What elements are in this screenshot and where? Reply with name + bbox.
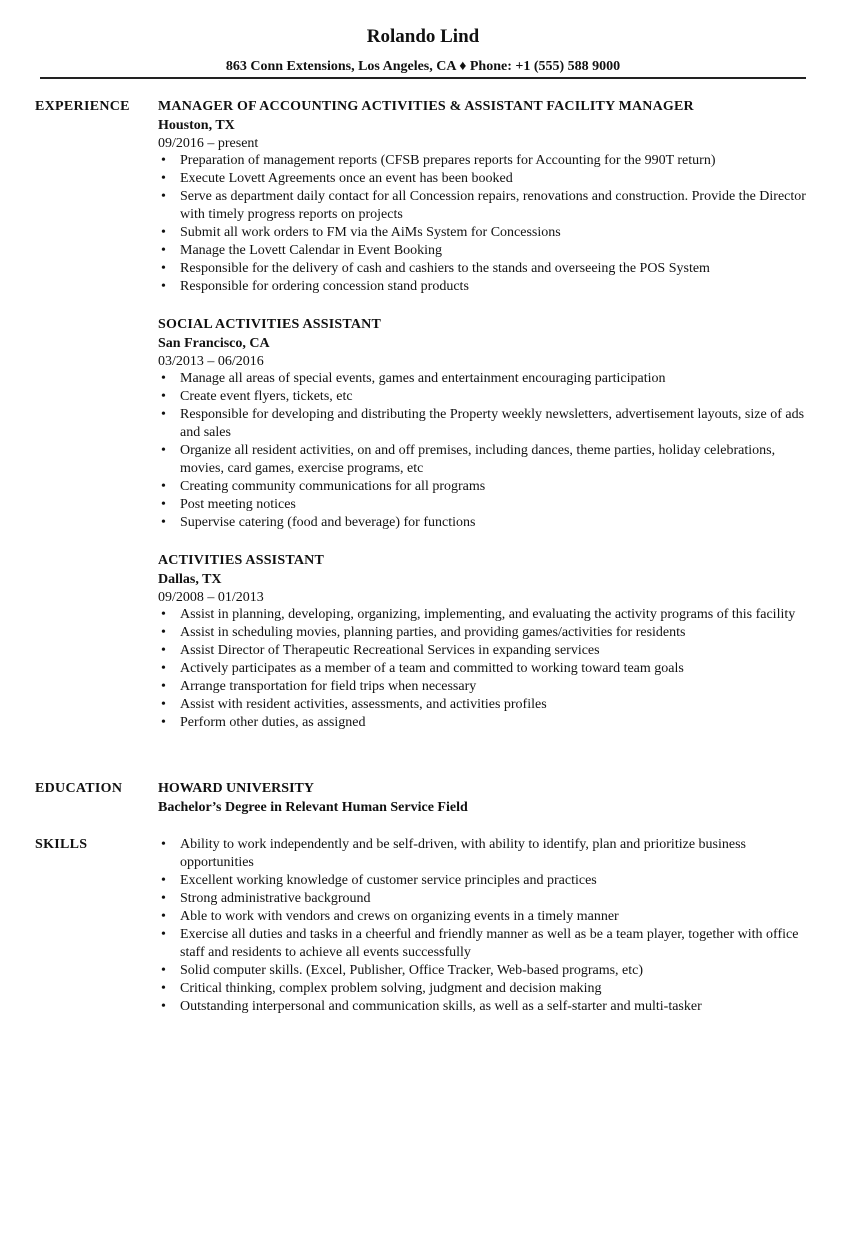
job-title: ACTIVITIES ASSISTANT <box>158 553 324 568</box>
job-bullet-list <box>158 606 810 732</box>
list-item: • Creating community communications for all programs <box>158 478 810 496</box>
section-label-skills: SKILLS <box>35 837 88 852</box>
list-item: • Actively participates as a member of a team and committed to working toward team goals <box>158 660 810 678</box>
list-item: • Manage the Lovett Calendar in Event Booking <box>158 242 810 260</box>
list-item: • Outstanding interpersonal and communication skills, as well as a self-starter and multi-tasker <box>158 998 810 1016</box>
job-title: SOCIAL ACTIVITIES ASSISTANT <box>158 317 382 332</box>
job-entry <box>158 552 810 732</box>
list-item: • Organize all resident activities, on and off premises, including dances, theme parties, holiday celebrations, movies, card games, exercise programs, etc <box>158 442 810 478</box>
list-item: • Submit all work orders to FM via the AiMs System for Concessions <box>158 224 810 242</box>
list-item: • Responsible for developing and distributing the Property weekly newsletters, advertisement layouts, size of ads and sales <box>158 406 810 442</box>
list-item: • Assist in scheduling movies, planning parties, and providing games/activities for residents <box>158 624 810 642</box>
list-item: • Execute Lovett Agreements once an event has been booked <box>158 170 810 188</box>
list-item: • Preparation of management reports (CFSB prepares reports for Accounting for the 990T return) <box>158 152 810 170</box>
job-bullet-list <box>158 152 810 296</box>
header-divider <box>40 77 806 79</box>
list-item: • Able to work with vendors and crews on organizing events in a timely manner <box>158 908 810 926</box>
list-item: • Post meeting notices <box>158 496 810 514</box>
list-item: • Responsible for the delivery of cash and cashiers to the stands and overseeing the POS System <box>158 260 810 278</box>
list-item: • Supervise catering (food and beverage) for functions <box>158 514 810 532</box>
list-item: • Strong administrative background <box>158 890 810 908</box>
list-item: • Responsible for ordering concession stand products <box>158 278 810 296</box>
list-item: • Critical thinking, complex problem solving, judgment and decision making <box>158 980 810 998</box>
job-bullet-list <box>158 370 810 532</box>
skills-list <box>158 836 810 1016</box>
degree: Bachelor’s Degree in Relevant Human Service Field <box>158 800 468 815</box>
list-item: • Manage all areas of special events, games and entertainment encouraging participation <box>158 370 810 388</box>
list-item: • Serve as department daily contact for all Concession repairs, renovations and construction. Provide the Director with timely progress reports on projects <box>158 188 810 224</box>
job-dates: 09/2016 – present <box>158 136 259 151</box>
job-entry <box>158 98 810 296</box>
candidate-name: Rolando Lind <box>366 26 480 47</box>
list-item: • Excellent working knowledge of customer service principles and practices <box>158 872 810 890</box>
list-item: • Assist with resident activities, assessments, and activities profiles <box>158 696 810 714</box>
experience-body <box>158 98 810 752</box>
school-name: HOWARD UNIVERSITY <box>158 781 314 796</box>
list-item: • Ability to work independently and be self-driven, with ability to identify, plan and prioritize business opportunities <box>158 836 810 872</box>
job-title: MANAGER OF ACCOUNTING ACTIVITIES & ASSISTANT FACILITY MANAGER <box>158 99 694 114</box>
skills-body <box>158 836 810 1016</box>
job-dates: 03/2013 – 06/2016 <box>158 354 264 369</box>
job-entry <box>158 316 810 532</box>
job-location: Houston, TX <box>158 118 235 133</box>
resume-header <box>40 26 806 75</box>
contact-line: 863 Conn Extensions, Los Angeles, CA ♦ Phone: +1 (555) 588 9000 <box>225 59 621 74</box>
list-item: • Assist Director of Therapeutic Recreational Services in expanding services <box>158 642 810 660</box>
list-item: • Arrange transportation for field trips when necessary <box>158 678 810 696</box>
list-item: • Solid computer skills. (Excel, Publisher, Office Tracker, Web-based programs, etc) <box>158 962 810 980</box>
job-location: Dallas, TX <box>158 572 222 587</box>
list-item: • Exercise all duties and tasks in a cheerful and friendly manner as well as be a team player, together with office staff and residents to achieve all events successfully <box>158 926 810 962</box>
job-dates: 09/2008 – 01/2013 <box>158 590 264 605</box>
section-label-experience: EXPERIENCE <box>35 99 130 114</box>
list-item: • Assist in planning, developing, organizing, implementing, and evaluating the activity programs of this facility <box>158 606 810 624</box>
list-item: • Create event flyers, tickets, etc <box>158 388 810 406</box>
education-body <box>158 780 810 818</box>
list-item: • Perform other duties, as assigned <box>158 714 810 732</box>
section-label-education: EDUCATION <box>35 781 123 796</box>
job-location: San Francisco, CA <box>158 336 270 351</box>
